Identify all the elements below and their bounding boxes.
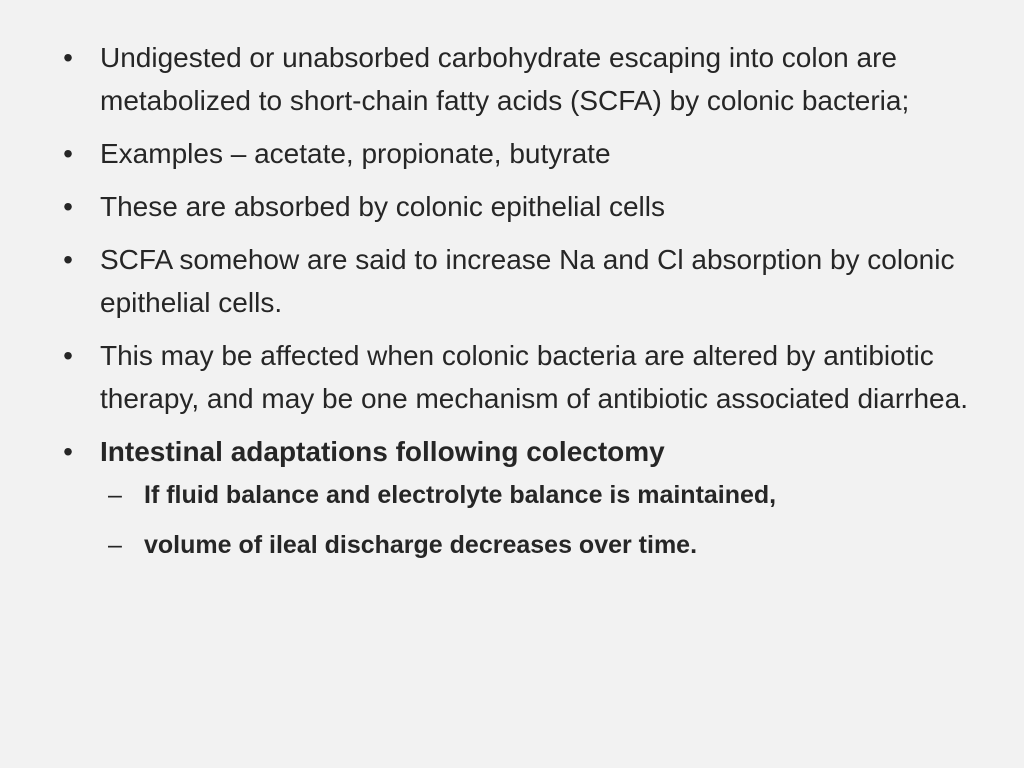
- slide-body: [56, 36, 976, 575]
- sub-bullet-item: [100, 525, 976, 565]
- bullet-item: [56, 36, 976, 122]
- sub-bullet-list: [100, 475, 976, 565]
- bullet-marker: •: [63, 42, 73, 73]
- bullet-text: Undigested or unabsorbed carbohydrate escaping into colon are metabolized to short-chain fatty acids (SCFA) by colonic bacteria;: [100, 42, 910, 116]
- bullet-text: Examples – acetate, propionate, butyrate: [100, 138, 611, 169]
- bullet-item: [56, 238, 976, 324]
- bullet-list: [56, 36, 976, 565]
- dash-marker: –: [108, 481, 122, 509]
- bullet-text: This may be affected when colonic bacteria are altered by antibiotic therapy, and may be one mechanism of antibiotic associated diarrhea.: [100, 340, 968, 414]
- bullet-marker: •: [63, 436, 73, 467]
- bullet-item-heading: [56, 430, 976, 565]
- sub-bullet-item: [100, 475, 976, 515]
- bullet-heading-text: Intestinal adaptations following colectomy: [100, 436, 665, 467]
- dash-marker: –: [108, 531, 122, 559]
- bullet-marker: •: [63, 340, 73, 371]
- bullet-marker: •: [63, 138, 73, 169]
- bullet-marker: •: [63, 244, 73, 275]
- bullet-text: These are absorbed by colonic epithelial cells: [100, 191, 665, 222]
- bullet-text: SCFA somehow are said to increase Na and Cl absorption by colonic epithelial cells.: [100, 244, 955, 318]
- bullet-item: [56, 132, 976, 175]
- sub-bullet-text: If fluid balance and electrolyte balance is maintained,: [144, 481, 777, 509]
- sub-bullet-text: volume of ileal discharge decreases over time.: [144, 531, 698, 559]
- bullet-item: [56, 185, 976, 228]
- bullet-item: [56, 334, 976, 420]
- bullet-marker: •: [63, 191, 73, 222]
